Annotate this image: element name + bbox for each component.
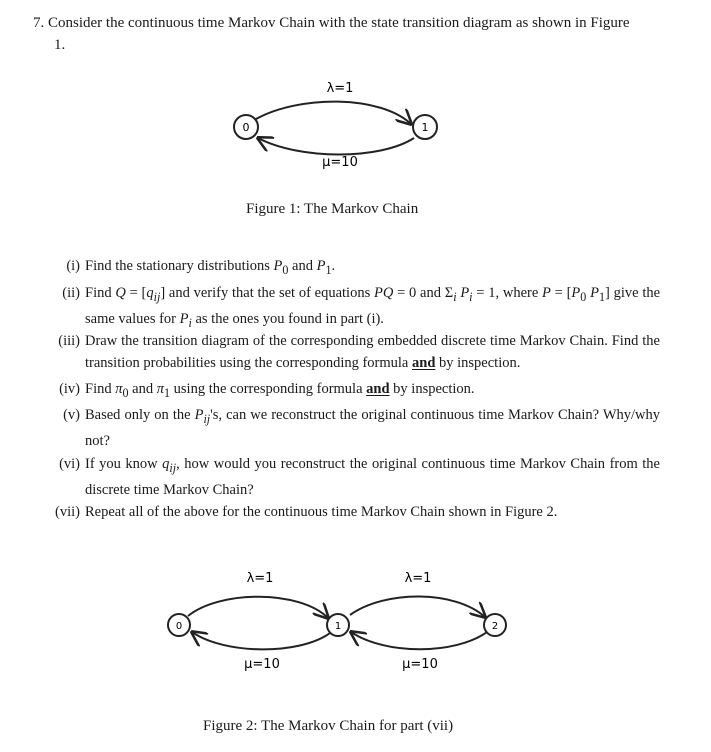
- fig2-mu-label-1: μ=10: [244, 657, 280, 672]
- item-iii-and: and: [412, 355, 436, 371]
- fig1-mu-arc: [258, 138, 414, 155]
- item-vi-text-b: , how would you reconstruct the original continuous time Markov Chain from the discrete time Markov Chain?: [85, 456, 660, 498]
- item-text: [85, 330, 660, 374]
- item-iv-text-a: Find: [85, 381, 112, 397]
- item-iii-text-a: Draw the transition diagram of the corresponding embedded discrete time Markov Chain. Find the transition probabilities using the corresponding formula: [85, 333, 660, 371]
- item-iii-text-b: by inspection.: [439, 355, 521, 371]
- figure-2-diagram: [0, 560, 711, 690]
- figure-1-diagram: [0, 60, 711, 260]
- fig2-state-0-label: 0: [175, 621, 183, 632]
- item-num: (vii): [55, 504, 80, 520]
- fig1-lambda-label: λ=1: [326, 81, 354, 96]
- fig2-lambda-label-2: λ=1: [404, 571, 432, 586]
- item-num: (iv): [59, 381, 80, 397]
- item-vii-text-a: Repeat all of the above for the continuous time Markov Chain shown in Figure 2.: [85, 504, 558, 520]
- item-iv-and-1: and: [132, 381, 154, 397]
- item-num: (i): [66, 258, 80, 274]
- fig2-lambda-arc-12: [350, 596, 485, 617]
- item-vi-text-a: If you know: [85, 456, 158, 472]
- fig1-mu-label: μ=10: [322, 155, 358, 170]
- item-iv-text-c: by inspection.: [393, 381, 475, 397]
- problem-text: Consider the continuous time Markov Chain with the state transition diagram as shown in Figure: [48, 15, 630, 31]
- fig2-state-2-label: 2: [491, 621, 499, 632]
- item-i-text-a: Find the stationary distributions: [85, 258, 270, 274]
- item-ii-text-e: give the same values for: [85, 285, 661, 327]
- fig2-state-1-label: 1: [334, 621, 342, 632]
- problem-number: 7.: [33, 15, 45, 31]
- item-iv-text-b: using the corresponding formula: [173, 381, 363, 397]
- fig1-state-1-label: 1: [421, 121, 429, 134]
- fig2-lambda-label-1: λ=1: [246, 571, 274, 586]
- fig2-mu-arc-10: [192, 632, 330, 649]
- item-iv-and-2: and: [366, 381, 390, 397]
- item-text: Find the stationary distributions $P_0$ and $P_1$.: [85, 258, 336, 277]
- item-ii-text-d: , where: [495, 285, 539, 301]
- item-ii-text-b: and verify that the set of equations: [168, 285, 371, 301]
- item-ii-text-a: Find: [85, 285, 112, 301]
- item-text: Find $Q = [q_{ij}]$ and verify that the set of equations PQ = 0 and $\Sigma_i$ $P_i = 1$, where $P = [P_0$ $P_1$] give the same values for $P_i$ as the ones you found in part (i).: [85, 285, 661, 330]
- item-text: Based only on the $P_{ij}'s$, can we reconstruct the original continuous time Markov Chain? Why/why not?: [85, 407, 660, 449]
- item-num: (ii): [62, 285, 80, 301]
- item-v-text-b: 's, can we reconstruct the original continuous time Markov Chain? Why/why not?: [85, 407, 660, 449]
- item-ii-text-f: as the ones you found in part (i).: [195, 310, 384, 327]
- item-num: (vi): [59, 456, 80, 472]
- item-num: (v): [63, 407, 80, 423]
- item-i-and: and: [292, 258, 313, 274]
- problem-statement: [33, 13, 673, 34]
- fig1-state-0-label: 0: [242, 121, 250, 134]
- item-num: (iii): [58, 333, 80, 349]
- item-text: Find $\pi_0$ and $\pi_1$ using the corresponding formula and by inspection.: [85, 381, 475, 400]
- problem-text-cont: 1.: [54, 37, 66, 53]
- figure-2-caption: Figure 2: The Markov Chain for part (vii): [203, 718, 454, 734]
- fig2-mu-arc-21: [351, 632, 487, 649]
- item-v-text-a: Based only on the: [85, 407, 191, 423]
- item-text: [85, 501, 660, 523]
- item-ii-text-c: and: [420, 285, 441, 301]
- item-text: If you know $q_{ij}$, how would you reconstruct the original continuous time Markov Chain from the discrete time Markov Chain?: [85, 456, 660, 498]
- figure-1-caption: Figure 1: The Markov Chain: [246, 201, 419, 217]
- fig2-lambda-arc-01: [188, 597, 328, 618]
- fig2-mu-label-2: μ=10: [402, 657, 438, 672]
- problem-statement-cont: [54, 35, 694, 56]
- fig1-lambda-arc: [256, 102, 411, 124]
